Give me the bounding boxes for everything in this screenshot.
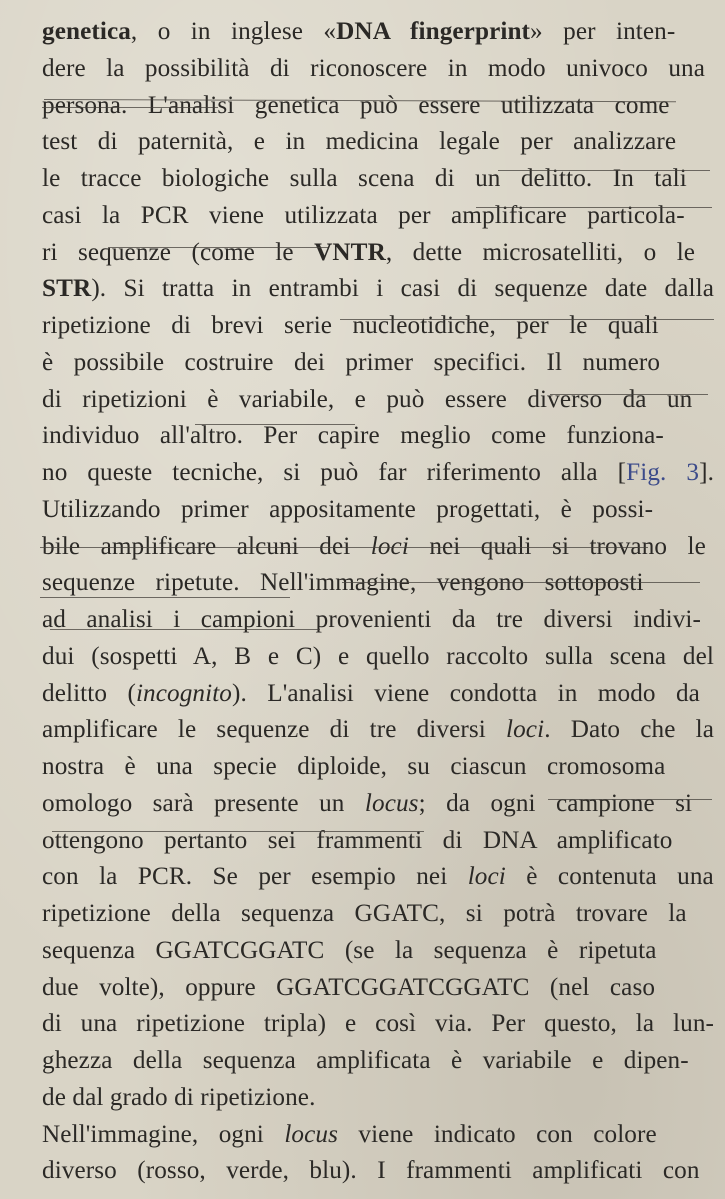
- pencil-underline: [340, 319, 714, 320]
- text-run: . Dato che la: [544, 716, 714, 744]
- text-run: de dal grado di ripetizione.: [42, 1083, 316, 1111]
- text-run: ). Si tratta in entrambi i casi di sequenze date dalla: [91, 275, 714, 303]
- text-run: ad analisi i campioni provenienti da tre diversi indivi-: [42, 606, 701, 633]
- text-run: di una ripetizione tripla) e così via. Per questo, la lun-: [42, 1010, 714, 1038]
- text-line: [42, 14, 714, 51]
- text-run: due volte), oppure GGATCGGATCGGATC (nel caso: [42, 973, 656, 1001]
- pencil-underline: [195, 424, 355, 425]
- bold-term: STR: [42, 275, 92, 303]
- pencil-underline: [550, 394, 708, 395]
- text-line: [42, 235, 714, 272]
- text-run: è contenuta una: [505, 863, 714, 891]
- paragraph: [42, 1117, 714, 1191]
- text-line: [42, 1153, 714, 1190]
- text-run: Nell'immagine, ogni: [42, 1120, 285, 1148]
- text-line: [42, 749, 714, 786]
- text-run: ripetizione della sequenza GGATC, si potrà trovare la: [42, 900, 687, 927]
- text-run: con la PCR. Se per esempio nei: [42, 863, 468, 891]
- text-line: [42, 639, 714, 676]
- text-line: [42, 602, 714, 639]
- text-line: [42, 418, 714, 455]
- text-run: test di paternità, e in medicina legale per analizzare: [42, 128, 677, 156]
- text-run: , dette microsatelliti, o le: [385, 238, 696, 266]
- pencil-underline: [50, 629, 320, 630]
- text-line: [42, 492, 714, 529]
- text-run: ].: [699, 459, 714, 486]
- italic-term: locus: [284, 1120, 338, 1148]
- text-run: ; da ogni campione si: [418, 789, 693, 817]
- text-run: è possibile costruire dei primer specifici. Il numero: [42, 348, 661, 376]
- text-line: [42, 271, 714, 308]
- text-line: [42, 786, 714, 823]
- body-text: [42, 14, 714, 1190]
- text-run: di ripetizioni è variabile, e può essere diverso da un: [42, 385, 693, 413]
- text-run: casi la PCR viene utilizzata per amplificare particola-: [42, 201, 685, 229]
- text-run: ri sequenze (come le: [42, 238, 315, 266]
- pencil-underline: [42, 107, 218, 108]
- italic-term: locus: [364, 789, 419, 817]
- text-run: , o in inglese «: [130, 18, 337, 45]
- text-run: » per inten-: [530, 18, 676, 45]
- text-line: [42, 896, 714, 933]
- text-run: dui (sospetti A, B e C) e quello raccolto sulla scena del: [42, 642, 714, 670]
- text-run: viene indicato con colore: [337, 1120, 657, 1148]
- text-run: ghezza della sequenza amplificata è variabile e dipen-: [42, 1047, 689, 1074]
- bold-term: genetica: [42, 18, 131, 45]
- pencil-underline: [40, 547, 648, 548]
- italic-term: incognito: [135, 679, 232, 707]
- text-line: [42, 823, 714, 860]
- text-line: [42, 712, 714, 749]
- text-line: [42, 382, 714, 419]
- text-run: individuo all'altro. Per capire meglio come funziona-: [42, 422, 664, 450]
- text-line: [42, 51, 714, 88]
- text-run: le tracce biologiche sulla scena di un delitto. In tali: [42, 165, 687, 192]
- text-line: [42, 308, 714, 345]
- text-run: amplificare le sequenze di tre diversi: [42, 716, 507, 744]
- text-line: [42, 1006, 714, 1043]
- pencil-underline: [548, 799, 712, 800]
- pencil-underline: [108, 247, 328, 248]
- bold-term: VNTR: [314, 238, 386, 266]
- text-line: [42, 970, 714, 1007]
- paragraph: [42, 14, 714, 1117]
- text-line: [42, 676, 714, 713]
- figure-reference: Fig. 3: [626, 459, 700, 486]
- pencil-underline: [52, 831, 424, 832]
- pencil-underline: [476, 207, 712, 208]
- text-run: ottengono pertanto sei frammenti di DNA amplificato: [42, 826, 673, 854]
- text-run: diverso (rosso, verde, blu). I frammenti amplificati con: [42, 1157, 700, 1185]
- text-line: [42, 1043, 714, 1080]
- text-line: [42, 933, 714, 970]
- text-line: [42, 1080, 714, 1117]
- italic-term: loci: [370, 532, 409, 560]
- text-run: persona. L'analisi genetica può essere utilizzata come: [42, 91, 670, 119]
- text-run: omologo sarà presente un: [42, 789, 365, 817]
- italic-term: loci: [467, 863, 506, 891]
- text-run: dere la possibilità di riconoscere in modo univoco una: [42, 54, 705, 82]
- pencil-underline: [498, 170, 710, 171]
- text-run: Utilizzando primer appositamente progettati, è possi-: [42, 495, 654, 523]
- pencil-underline: [342, 582, 700, 583]
- italic-term: loci: [506, 716, 545, 744]
- text-run: ripetizione di brevi serie nucleotidiche, per le quali: [42, 312, 659, 339]
- text-run: no queste tecniche, si può far riferimento alla [: [42, 459, 627, 486]
- text-line: [42, 124, 714, 161]
- text-run: sequenza GGATCGGATC (se la sequenza è ripetuta: [42, 936, 657, 964]
- text-run: nostra è una specie diploide, su ciascun cromosoma: [42, 753, 666, 780]
- text-run: bile amplificare alcuni dei: [42, 532, 371, 560]
- text-line: [42, 88, 714, 125]
- text-line: [42, 1117, 714, 1154]
- pencil-underline: [40, 597, 290, 598]
- text-line: [42, 161, 714, 198]
- text-line: [42, 345, 714, 382]
- text-run: delitto (: [42, 679, 136, 707]
- textbook-page: [42, 14, 714, 1190]
- bold-term: DNA fingerprint: [336, 18, 531, 45]
- text-run: sequenze ripetute. Nell'immagine, vengono sottoposti: [42, 569, 644, 597]
- text-line: [42, 198, 714, 235]
- text-run: nei quali si trovano le: [408, 532, 706, 560]
- text-line: [42, 859, 714, 896]
- text-line: [42, 455, 714, 492]
- text-run: ). L'analisi viene condotta in modo da: [232, 679, 700, 707]
